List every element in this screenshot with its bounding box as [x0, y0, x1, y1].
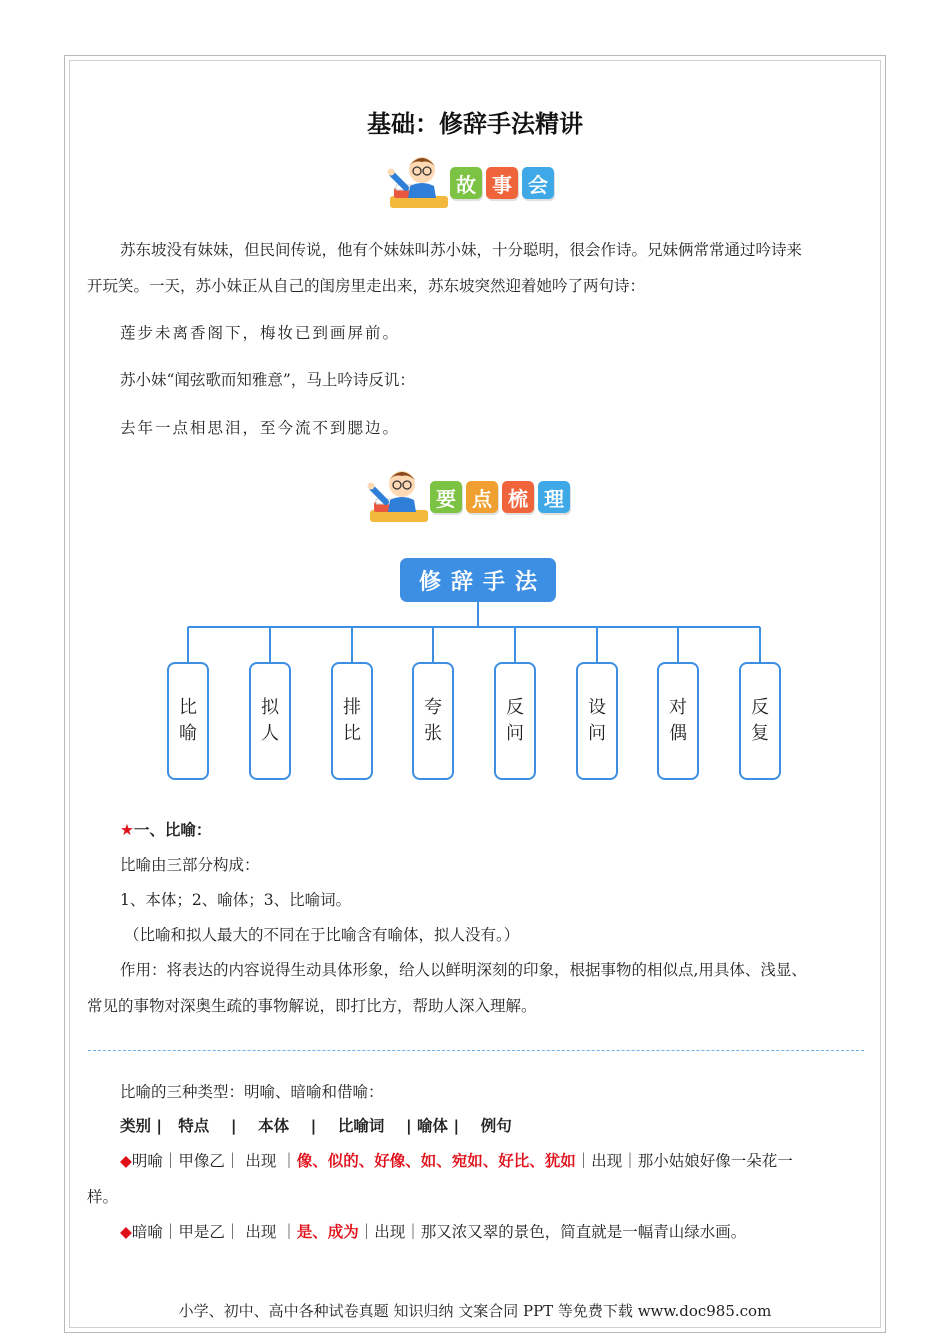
types-intro: 比喻的三种类型：明喻、暗喻和借喻：: [120, 1083, 384, 1101]
tree-node-repetition: 反 复: [739, 662, 781, 780]
story-para2: 苏小妹“闻弦歌而知雅意”，马上吟诗反讥：: [120, 371, 415, 389]
tree-node-hyperbole: 夸 张: [412, 662, 454, 780]
diamond-bullet-icon: ◆: [120, 1223, 132, 1241]
key-points-banner-tile: 理: [538, 481, 570, 513]
key-points-banner-tile: 点: [466, 481, 498, 513]
section1-line4: 作用：将表达的内容说得生动具体形象，给人以鲜明深刻的印象，根据事物的相似点,用具体、浅显、: [120, 961, 807, 979]
tree-node-simile: 比 喻: [167, 662, 209, 780]
tree-node-parallelism: 排 比: [331, 662, 373, 780]
key-points-banner-tile: 要: [430, 481, 462, 513]
page-title: 基础：修辞手法精讲: [367, 110, 583, 138]
story-banner-tile: 故: [450, 167, 482, 199]
key-points-banner-tile: 梳: [502, 481, 534, 513]
dashed-divider: [88, 1050, 864, 1051]
story-banner-tile: 会: [522, 167, 554, 199]
types-table-header: 类别 | 特点 | 本体 | 比喻词 | 喻体 | 例句: [120, 1117, 512, 1135]
story-poem1: 莲步未离香阁下，梅妆已到画屏前。: [120, 324, 401, 342]
types-row-simile: ◆明喻｜甲像乙｜ 出现 ｜像、似的、好像、如、宛如、好比、犹如｜出现｜那小姑娘好像一朵花一: [120, 1152, 793, 1170]
section1-line5: 常见的事物对深奥生疏的事物解说，即打比方，帮助人深入理解。: [87, 997, 537, 1015]
story-banner-tile: 事: [486, 167, 518, 199]
section1-line2: 1、本体；2、喻体；3、比喻词。: [120, 891, 352, 909]
tree-node-antithesis: 对 偶: [657, 662, 699, 780]
section1-heading: ★一、比喻：: [120, 821, 212, 839]
story-para1-line1: 苏东坡没有妹妹，但民间传说，他有个妹妹叫苏小妹，十分聪明，很会作诗。兄妹俩常常通过吟诗来: [120, 241, 803, 259]
tree-node-hypophora: 设 问: [576, 662, 618, 780]
section1-line3: （比喻和拟人最大的不同在于比喻含有喻体，拟人没有。）: [124, 926, 520, 944]
tree-root-node: 修辞手法: [400, 558, 556, 602]
star-icon: ★: [120, 821, 134, 839]
types-row-metaphor: ◆暗喻｜甲是乙｜ 出现 ｜是、成为｜出现｜那又浓又翠的景色，简直就是一幅青山绿水画。: [120, 1223, 747, 1241]
tree-node-personification: 拟 人: [249, 662, 291, 780]
page-footer: 小学、初中、高中各种试卷真题 知识归纳 文案合同 PPT 等免费下载 www.doc985.com: [178, 1302, 772, 1320]
tree-node-rhetorical-question: 反 问: [494, 662, 536, 780]
section1-line1: 比喻由三部分构成：: [120, 856, 260, 874]
story-poem2: 去年一点相思泪，至今流不到腮边。: [120, 419, 401, 437]
diamond-bullet-icon: ◆: [120, 1152, 132, 1170]
story-para1-line2: 开玩笑。一天，苏小妹正从自己的闺房里走出来，苏东坡突然迎着她吟了两句诗：: [87, 277, 646, 295]
types-row-simile-wrap: 样。: [87, 1188, 119, 1206]
